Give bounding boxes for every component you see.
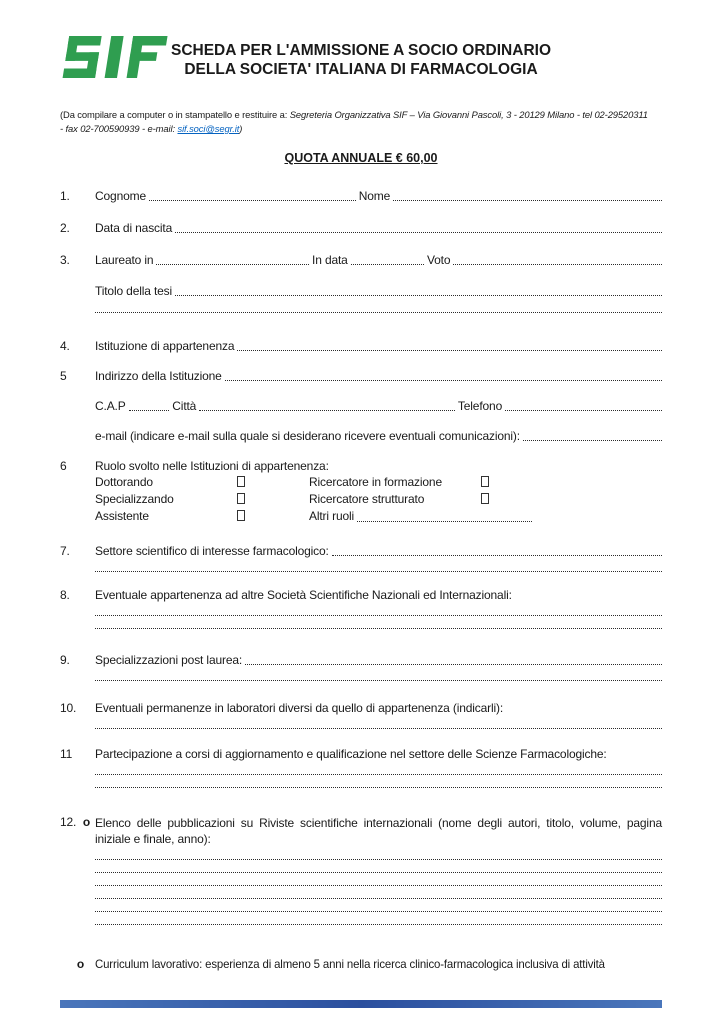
email-field-label: e-mail (indicare e-mail sulla quale si desiderano ricevere eventuali comunicazioni): <box>95 429 520 443</box>
settore-input-line-2[interactable] <box>95 559 662 572</box>
role-ricercatore-formazione-label: Ricercatore in formazione <box>309 475 442 489</box>
pubblicazioni-input-line-5[interactable] <box>95 899 662 912</box>
item-number: 4. <box>60 339 70 353</box>
field-altre-societa <box>60 588 662 629</box>
specializzazioni-label: Specializzazioni post laurea: <box>95 653 243 667</box>
telefono-input-line[interactable] <box>505 399 662 411</box>
page-title-line1: SCHEDA PER L'AMMISSIONE A SOCIO ORDINARIO <box>170 42 551 59</box>
item-12-bullet: o <box>82 815 90 829</box>
field-istituzione <box>60 339 662 354</box>
ruolo-label: Ruolo svolto nelle Istituzioni di appartenenza: <box>95 459 329 473</box>
email-link[interactable]: sif.soci@segr.it <box>177 123 240 134</box>
checkbox-dottorando[interactable] <box>237 476 245 487</box>
cap-label: C.A.P <box>95 399 126 413</box>
titolo-tesi-input-line-2[interactable] <box>95 300 662 313</box>
altri-ruoli-label: Altri ruoli <box>309 509 355 523</box>
field-settore-scientifico <box>60 544 662 572</box>
altri-ruoli-input-line[interactable] <box>357 508 532 522</box>
roles-grid <box>95 474 662 525</box>
citta-input-line[interactable] <box>199 399 455 411</box>
permanenze-input-line[interactable] <box>95 716 662 729</box>
field-laurea <box>60 253 662 313</box>
field-corsi-aggiornamento <box>60 747 662 788</box>
field-cognome-nome <box>60 189 662 204</box>
settore-label: Settore scientifico di interesse farmacologico: <box>95 544 329 558</box>
permanenze-label: Eventuali permanenze in laboratori diversi da quello di appartenenza (indicarli): <box>95 701 504 715</box>
instructions-address: Segreteria Organizzativa SIF – Via Giovanni Pascoli, 3 - 20129 Milano - tel 02-29520311 <box>289 109 648 120</box>
nome-input-line[interactable] <box>393 189 662 201</box>
sif-logo-icon <box>60 36 172 78</box>
titolo-tesi-label: Titolo della tesi <box>95 284 173 298</box>
corsi-label: Partecipazione a corsi di aggiornamento e qualificazione nel settore delle Scienze Farmacologiche: <box>95 747 607 761</box>
specializzazioni-input-line-2[interactable] <box>95 668 662 681</box>
item-number: 5 <box>60 369 67 383</box>
item-number: 7. <box>60 544 70 558</box>
checkbox-assistente[interactable] <box>237 510 245 521</box>
page-title-line2: DELLA SOCIETA' ITALIANA DI FARMACOLOGIA <box>184 61 538 78</box>
email-input-line[interactable] <box>523 429 662 441</box>
telefono-label: Telefono <box>457 399 503 413</box>
item-number: 6 <box>60 459 67 473</box>
cap-input-line[interactable] <box>129 399 170 411</box>
item-number: 8. <box>60 588 70 602</box>
laureato-label: Laureato in <box>95 253 154 267</box>
curriculum-bullet: o <box>76 957 84 971</box>
checkbox-specializzando[interactable] <box>237 493 245 504</box>
pubblicazioni-input-line-3[interactable] <box>95 873 662 886</box>
pubblicazioni-input-line-6[interactable] <box>95 912 662 925</box>
field-data-nascita <box>60 221 662 236</box>
field-permanenze-laboratori <box>60 701 662 729</box>
nome-label: Nome <box>358 189 391 203</box>
laureato-input-line[interactable] <box>156 253 309 265</box>
annual-fee-text: QUOTA ANNUALE € 60,00 <box>284 151 438 165</box>
specializzazioni-input-line[interactable] <box>245 653 662 665</box>
instructions <box>60 108 662 136</box>
corsi-input-line-1[interactable] <box>95 762 662 775</box>
page-header <box>60 36 662 84</box>
in-data-input-line[interactable] <box>351 253 424 265</box>
item-number: 2. <box>60 221 70 235</box>
istituzione-label: Istituzione di appartenenza <box>95 339 235 353</box>
indirizzo-input-line[interactable] <box>225 369 662 381</box>
item-number: 3. <box>60 253 70 267</box>
data-nascita-input-line[interactable] <box>175 221 662 233</box>
role-specializzando-label: Specializzando <box>95 492 174 506</box>
field-curriculum <box>60 957 662 972</box>
role-dottorando-label: Dottorando <box>95 475 153 489</box>
item-number: 9. <box>60 653 70 667</box>
voto-input-line[interactable] <box>453 253 662 265</box>
curriculum-label: Curriculum lavorativo: esperienza di almeno 5 anni nella ricerca clinico-farmacologica inclusiva di attività <box>95 957 605 971</box>
cognome-label: Cognome <box>95 189 146 203</box>
voto-label: Voto <box>426 253 451 267</box>
footer-divider-bar <box>60 1000 662 1008</box>
in-data-label: In data <box>312 253 348 267</box>
data-nascita-label: Data di nascita <box>95 221 173 235</box>
pubblicazioni-input-line-2[interactable] <box>95 860 662 873</box>
checkbox-ricercatore-formazione[interactable] <box>481 476 489 487</box>
pubblicazioni-input-line-1[interactable] <box>95 847 662 860</box>
item-12-number: 12. <box>60 815 77 829</box>
citta-label: Città <box>172 399 197 413</box>
altre-societa-input-line-2[interactable] <box>95 616 662 629</box>
item-number: 1. <box>60 189 70 203</box>
instructions-close-paren: ) <box>239 123 243 134</box>
pubblicazioni-label: Elenco delle pubblicazioni su Riviste scientifiche internazionali (nome degli autori, titolo, volume, pagina iniziale e finale, anno): <box>95 816 662 846</box>
instructions-text: (Da compilare a computer o in stampatello e restituire a: <box>60 109 290 120</box>
role-ricercatore-strutturato-label: Ricercatore strutturato <box>309 492 425 506</box>
instructions-line2 <box>60 122 662 136</box>
item-number: 11 <box>60 747 73 761</box>
indirizzo-label: Indirizzo della Istituzione <box>95 369 222 383</box>
field-specializzazioni <box>60 653 662 681</box>
altre-societa-label: Eventuale appartenenza ad altre Società Scientifiche Nazionali ed Internazionali: <box>95 588 512 602</box>
cognome-input-line[interactable] <box>149 189 356 201</box>
instructions-fax: - fax 02-700590939 - e-mail: <box>60 123 178 134</box>
pubblicazioni-input-line-4[interactable] <box>95 886 662 899</box>
field-pubblicazioni <box>60 815 662 925</box>
item-number: 10. <box>60 701 77 715</box>
istituzione-input-line[interactable] <box>237 339 662 351</box>
corsi-input-line-2[interactable] <box>95 775 662 788</box>
settore-input-line[interactable] <box>332 544 662 556</box>
field-indirizzo <box>60 369 662 444</box>
checkbox-ricercatore-strutturato[interactable] <box>481 493 489 504</box>
role-assistente-label: Assistente <box>95 509 149 523</box>
titolo-tesi-input-line[interactable] <box>175 284 662 296</box>
item-number <box>60 815 95 925</box>
field-ruolo <box>60 459 662 525</box>
instructions-line1 <box>60 108 662 122</box>
altre-societa-input-line-1[interactable] <box>95 603 662 616</box>
